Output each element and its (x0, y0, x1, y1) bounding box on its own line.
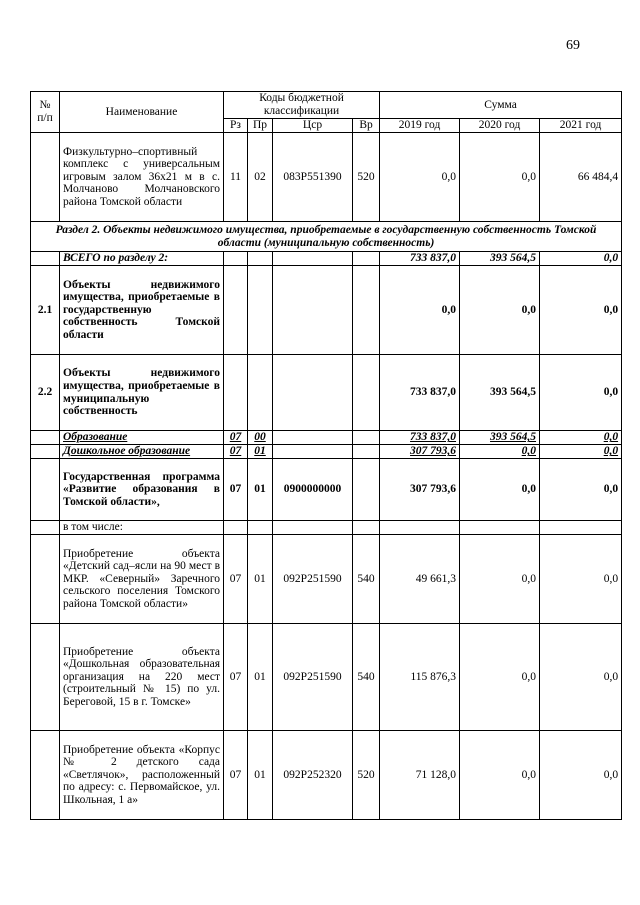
row-name: Приобретение объекта «Детский сад–ясли на 90 мест в МКР. «Северный» Заречного сельского поселения Томского района Томской области» (60, 535, 224, 624)
row-rz: 07 (224, 624, 248, 731)
row-rz: 07 (224, 445, 248, 459)
row-csr: 083P551390 (273, 133, 353, 222)
row-name: Образование (60, 431, 224, 445)
row-csr: 0900000000 (273, 459, 353, 521)
row-2021: 0,0 (540, 355, 622, 431)
row-2021: 0,0 (540, 431, 622, 445)
row-2020: 0,0 (460, 535, 540, 624)
row-2020: 0,0 (460, 133, 540, 222)
row-num: 2.1 (31, 266, 60, 355)
row-name: Объекты недвижимого имущества, приобретаемые в государственную собственность Томской области (60, 266, 224, 355)
table-row (31, 431, 622, 445)
table-row (31, 535, 622, 624)
table-row (31, 521, 622, 535)
header-rz: Рз (224, 119, 248, 133)
row-rz: 07 (224, 431, 248, 445)
row-num: 2.2 (31, 355, 60, 431)
row-2020: 0,0 (460, 445, 540, 459)
row-2020: 393 564,5 (460, 355, 540, 431)
table-row (31, 624, 622, 731)
row-2020: 0,0 (460, 731, 540, 820)
row-rz: 07 (224, 731, 248, 820)
total-2021: 0,0 (540, 252, 622, 266)
row-2020: 393 564,5 (460, 431, 540, 445)
table-row (31, 355, 622, 431)
row-2019: 307 793,6 (380, 445, 460, 459)
table-row (31, 133, 622, 222)
row-vr: 540 (353, 535, 380, 624)
row-vr: 520 (353, 731, 380, 820)
row-name: Дошкольное образование (60, 445, 224, 459)
row-pr: 01 (248, 731, 273, 820)
row-2021: 0,0 (540, 445, 622, 459)
row-2020: 0,0 (460, 459, 540, 521)
row-2021: 0,0 (540, 459, 622, 521)
row-pr: 01 (248, 445, 273, 459)
row-name: в том числе: (60, 521, 224, 535)
section-title: Раздел 2. Объекты недвижимого имущества, приобретаемые в государственную собственность Томской области (муниципальную собственность) (31, 222, 622, 252)
header-name: Наименование (60, 92, 224, 133)
row-2019: 0,0 (380, 133, 460, 222)
row-pr: 00 (248, 431, 273, 445)
row-name: Физкультурно–спортивный комплекс с универсальным игровым залом 36х21 м в с. Молчаново Молчановского района Томской области (60, 133, 224, 222)
row-csr: 092P252320 (273, 731, 353, 820)
row-2020: 0,0 (460, 266, 540, 355)
header-row (31, 92, 622, 119)
row-rz: 07 (224, 459, 248, 521)
row-pr: 01 (248, 535, 273, 624)
row-2019: 49 661,3 (380, 535, 460, 624)
row-2019: 115 876,3 (380, 624, 460, 731)
header-num: № п/п (31, 92, 60, 133)
section-row (31, 222, 622, 252)
row-vr: 540 (353, 624, 380, 731)
row-2021: 0,0 (540, 266, 622, 355)
row-name: Приобретение объекта «Корпус № 2 детского сада «Светлячок», расположенный по адресу: с. Первомайское, ул. Школьная, 1 а» (60, 731, 224, 820)
row-name: Объекты недвижимого имущества, приобретаемые в муниципальную собственность (60, 355, 224, 431)
row-2020: 0,0 (460, 624, 540, 731)
row-pr: 01 (248, 459, 273, 521)
budget-table (30, 91, 622, 820)
row-2019: 733 837,0 (380, 431, 460, 445)
total-row (31, 252, 622, 266)
row-2021: 66 484,4 (540, 133, 622, 222)
row-name: Приобретение объекта «Дошкольная образовательная организация на 220 мест (строительный № 15) по ул. Береговой, 15 в г. Томске» (60, 624, 224, 731)
row-pr: 02 (248, 133, 273, 222)
header-vr: Вр (353, 119, 380, 133)
row-2021: 0,0 (540, 535, 622, 624)
header-2021: 2021 год (540, 119, 622, 133)
row-2019: 0,0 (380, 266, 460, 355)
table-row (31, 731, 622, 820)
row-pr: 01 (248, 624, 273, 731)
row-2019: 71 128,0 (380, 731, 460, 820)
header-pr: Пр (248, 119, 273, 133)
row-rz: 07 (224, 535, 248, 624)
row-2021: 0,0 (540, 731, 622, 820)
table-row (31, 459, 622, 521)
row-2019: 307 793,6 (380, 459, 460, 521)
header-csr: Цср (273, 119, 353, 133)
table-row (31, 445, 622, 459)
total-2019: 733 837,0 (380, 252, 460, 266)
row-name: Государственная программа «Развитие образования в Томской области», (60, 459, 224, 521)
row-2019: 733 837,0 (380, 355, 460, 431)
row-csr: 092P251590 (273, 535, 353, 624)
row-rz: 11 (224, 133, 248, 222)
total-label: ВСЕГО по разделу 2: (60, 252, 224, 266)
page-number: 69 (566, 38, 580, 53)
row-vr: 520 (353, 133, 380, 222)
header-codes: Коды бюджетной классификации (224, 92, 380, 119)
header-2020: 2020 год (460, 119, 540, 133)
total-2020: 393 564,5 (460, 252, 540, 266)
header-sum: Сумма (380, 92, 622, 119)
header-2019: 2019 год (380, 119, 460, 133)
table-row (31, 266, 622, 355)
row-csr: 092P251590 (273, 624, 353, 731)
row-2021: 0,0 (540, 624, 622, 731)
